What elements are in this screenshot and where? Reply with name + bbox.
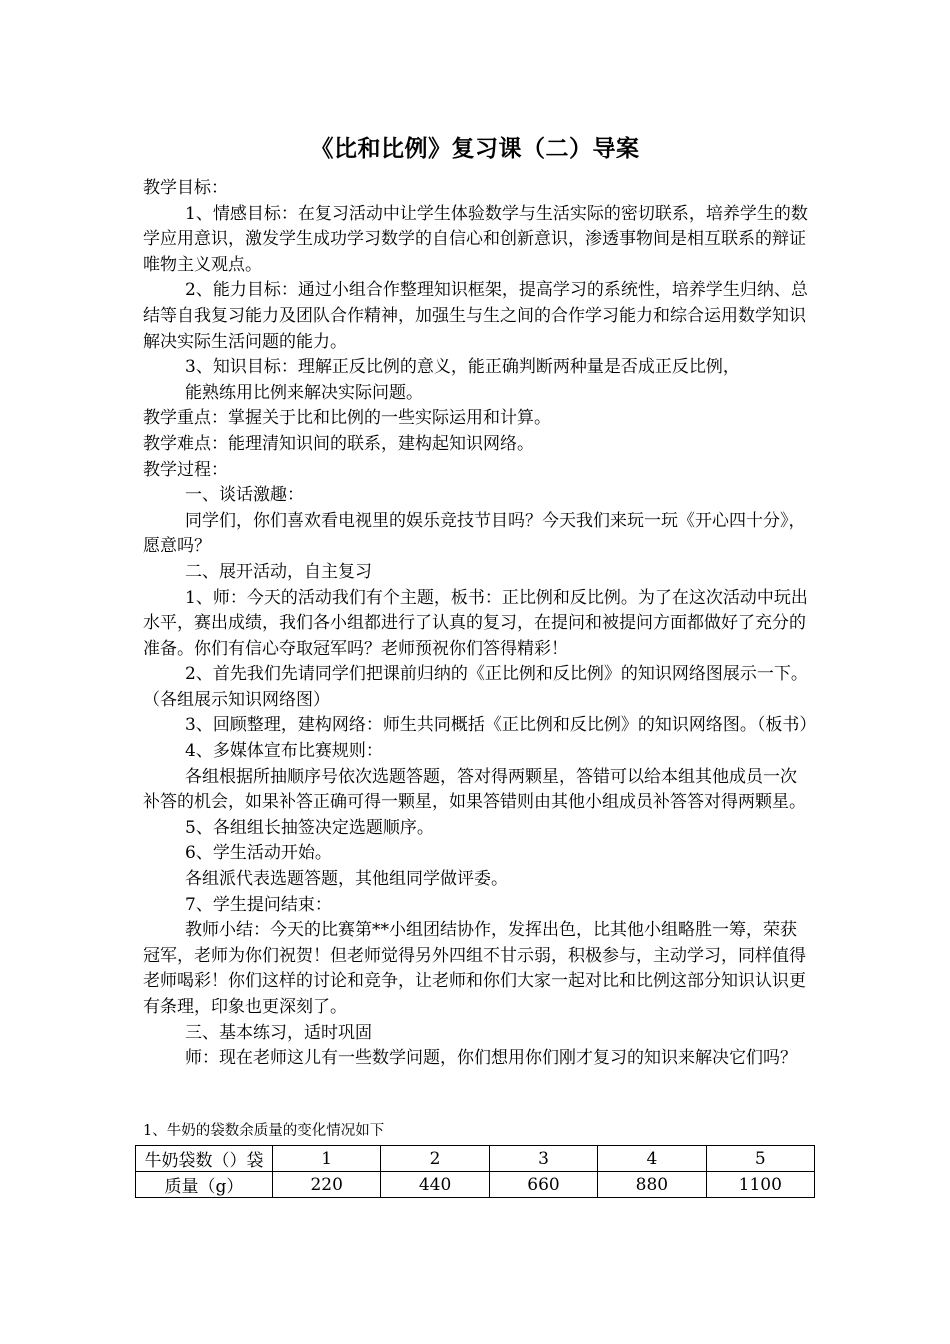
document-title: 《比和比例》复习课（二）导案 (310, 136, 640, 162)
section-1-heading: 一、谈话激趣： (185, 485, 304, 506)
table-cell: 2 (381, 1146, 489, 1172)
table-cell: 1100 (706, 1172, 814, 1198)
section-2-heading: 二、展开活动，自主复习 (185, 561, 372, 582)
table-row-label: 质量（g） (136, 1172, 273, 1198)
section-2-item-6: 6、学生活动开始。 (185, 843, 332, 864)
objectives-heading: 教学目标： (143, 178, 228, 198)
section-2-item-6-text: 各组派代表选题答题，其他组同学做评委。 (185, 869, 508, 890)
section-2-item-5: 5、各组组长抽签决定选题顺序。 (185, 817, 434, 838)
objective-emotion: 1、情感目标：在复习活动中让学生体验数学与生活实际的密切联系，培养学生的数学应用意识，激发学生成功学习数学的自信心和创新意识，渗透事物间是相互联系的辩证唯物主义观点。 (143, 203, 808, 275)
document-body (143, 176, 817, 1072)
table-cell: 1 (273, 1146, 381, 1172)
difficulty: 教学难点：能理清知识间的联系，建构起知识网络。 (143, 433, 534, 454)
section-2-item-7: 7、学生提问结束： (185, 894, 332, 915)
section-2-item-4-text: 各组根据所抽顺序号依次选题答题，答对得两颗星，答错可以给本组其他成员一次补答的机会，如果补答正确可得一颗星，如果答错则由其他小组成员补答答对得两颗星。 (143, 766, 806, 813)
table-cell: 5 (706, 1146, 814, 1172)
section-2-item-7-text: 教师小结：今天的比赛第**小组团结协作，发挥出色，比其他小组略胜一筹，荣获冠军，老师为你们祝贺！但老师觉得另外四组不甘示弱，积极参与，主动学习，同样值得老师喝彩！你们这样的讨论和竞争，让老师和你们大家一起对比和比例这部分知识认识更有条理，印象也更深刻了。 (143, 920, 806, 1017)
section-2-item-2: 2、首先我们先请同学们把课前归纳的《正比例和反比例》的知识网络图展示一下。（各组展示知识网络图） (143, 664, 808, 710)
table-cell: 4 (598, 1146, 706, 1172)
table-row (136, 1146, 815, 1172)
objective-ability: 2、能力目标：通过小组合作整理知识框架，提高学习的系统性，培养学生归纳、总结等自我复习能力及团队合作精神，加强生与生之间的合作学习能力和综合运用数学知识解决实际生活问题的能力。 (143, 280, 808, 352)
key-point: 教学重点：掌握关于比和比例的一些实际运用和计算。 (143, 408, 551, 429)
milk-data-table (135, 1145, 815, 1198)
table-cell: 880 (598, 1172, 706, 1198)
table-cell: 440 (381, 1172, 489, 1198)
objective-knowledge-continued: 能熟练用比例来解决实际问题。 (185, 382, 423, 403)
section-2-item-4: 4、多媒体宣布比赛规则： (185, 741, 383, 762)
table-row (136, 1172, 815, 1198)
section-1-text: 同学们，你们喜欢看电视里的娱乐竞技节目吗？今天我们来玩一玩《开心四十分》，愿意吗？ (143, 510, 806, 557)
section-3-text: 师：现在老师这儿有一些数学问题，你们想用你们刚才复习的知识来解决它们吗？ (185, 1048, 797, 1069)
table-cell: 660 (489, 1172, 597, 1198)
table-cell: 3 (489, 1146, 597, 1172)
question-1-text: 1、牛奶的袋数余质量的变化情况如下 (143, 1123, 385, 1139)
table-cell: 220 (273, 1172, 381, 1198)
table-row-label: 牛奶袋数（）袋 (136, 1146, 273, 1172)
section-2-item-1: 1、师：今天的活动我们有个主题，板书：正比例和反比例。为了在这次活动中玩出水平，赛出成绩，我们各小组都进行了认真的复习，在提问和被提问方面都做好了充分的准备。你们有信心夺取冠军吗？老师预祝你们答得精彩！ (143, 587, 808, 659)
section-2-item-3: 3、回顾整理，建构网络：师生共同概括《正比例和反比例》的知识网络图。（板书） (185, 715, 817, 736)
section-3-heading: 三、基本练习，适时巩固 (185, 1022, 372, 1043)
process-heading: 教学过程： (143, 459, 228, 480)
objective-knowledge: 3、知识目标：理解正反比例的意义，能正确判断两种量是否成正反比例， (185, 357, 740, 378)
